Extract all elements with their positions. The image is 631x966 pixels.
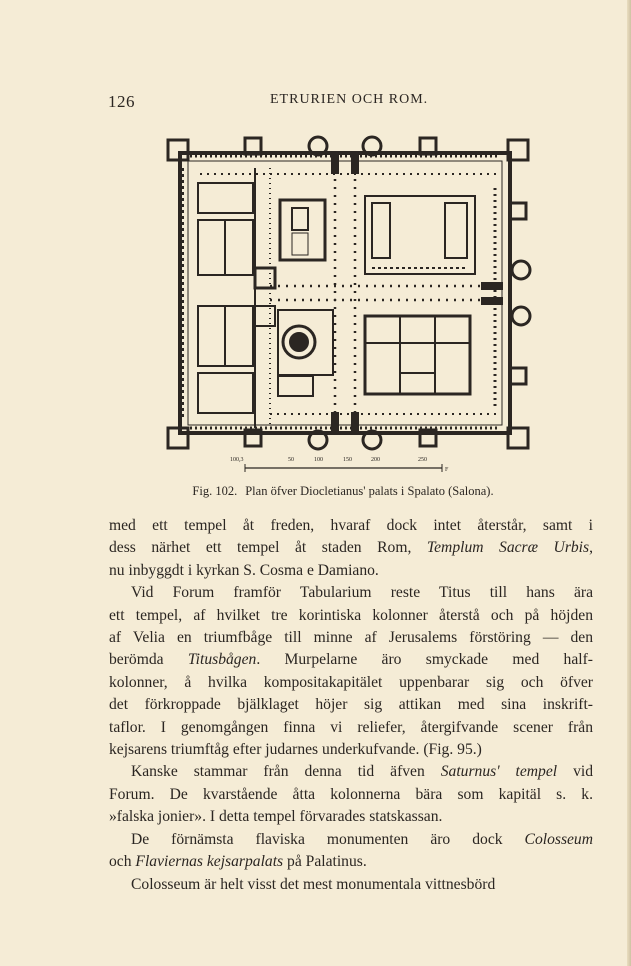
scale-unit-label: F [445,467,449,473]
text-line: berömda Titusbågen. Murpelarne äro smyckade med half- [109,651,593,669]
scale-tick-label: 50 [288,457,294,463]
figure-number: Fig. 102. [192,484,238,498]
paragraph [109,515,593,582]
text-line: »falska jonier». I detta tempel förvarades statskassan. [109,808,443,826]
emphasis: Titusbågen [187,651,257,669]
scale-tick-label: 250 [418,457,427,463]
palace-plan-drawing [160,128,535,473]
text-line: kejsarens triumftåg efter judarnes underkufvande. (Fig. 95.) [109,741,482,759]
text-line: med ett tempel åt freden, hvaraf dock intet återstår, samt i [109,517,593,534]
text-line: Forum. De kvarstående åtta kolonnerna bära som kapitäl s. k. [109,785,593,803]
scale-tick-label: 150 [343,457,352,463]
body-text [109,515,593,896]
text-line: nu inbyggdt i kyrkan S. Cosma e Damiano. [109,561,379,579]
paragraph [109,829,593,874]
paragraph [109,761,593,828]
emphasis: Colosseum [524,830,593,848]
emphasis: Templum Sacræ Urbis [426,539,590,557]
text-line: af Velia en triumfbåge till minne af Jerusalems förstöring — den [109,629,593,647]
emphasis: Saturnus' tempel [440,763,558,781]
text-line: dess närhet ett tempel åt staden Rom, Templum Sacræ Urbis, [109,539,593,557]
emphasis: Flaviernas kejsarpalats [135,853,284,871]
text-line: De förnämsta flaviska monumenten äro dock Colosseum [131,830,593,848]
text-line: det förkroppade bjälklaget höjer sig attikan med sina inskrift- [109,696,593,714]
paragraph [109,582,593,761]
text-line: taflor. I genomgången finna vi reliefer, återgifvande scener från [109,718,593,736]
figure-caption-text: Plan öfver Diocletianus' palats i Spalato (Salona). [245,484,494,498]
running-title: ETRURIEN OCH ROM. [270,92,429,107]
text-line: ett tempel, af hvilket tre korintiska kolonner återstå och på höjden [109,606,593,624]
scale-bar [230,457,449,473]
text-line: och Flaviernas kejsarpalats på Palatinus. [109,853,367,871]
paragraph [109,874,593,896]
figure-caption [108,484,578,499]
text-line: Colosseum är helt visst det mest monumentala vittnesbörd [131,875,496,893]
text-line: kolonner, å hvilka kompositakapitälet uppenbarar sig och öfver [109,673,593,691]
scale-tick-label: 100 [314,457,323,463]
text-line: Vid Forum framför Tabularium reste Titus till hans ära [131,584,593,602]
page-number: 126 [108,92,135,111]
scale-tick-label: 200 [371,457,380,463]
page-edge [627,0,631,966]
text-line: Kanske stammar från denna tid äfven Saturnus' tempel vid [131,763,593,781]
palace-plan-figure [160,128,535,473]
scale-tick-label: 100,3 [230,457,244,463]
